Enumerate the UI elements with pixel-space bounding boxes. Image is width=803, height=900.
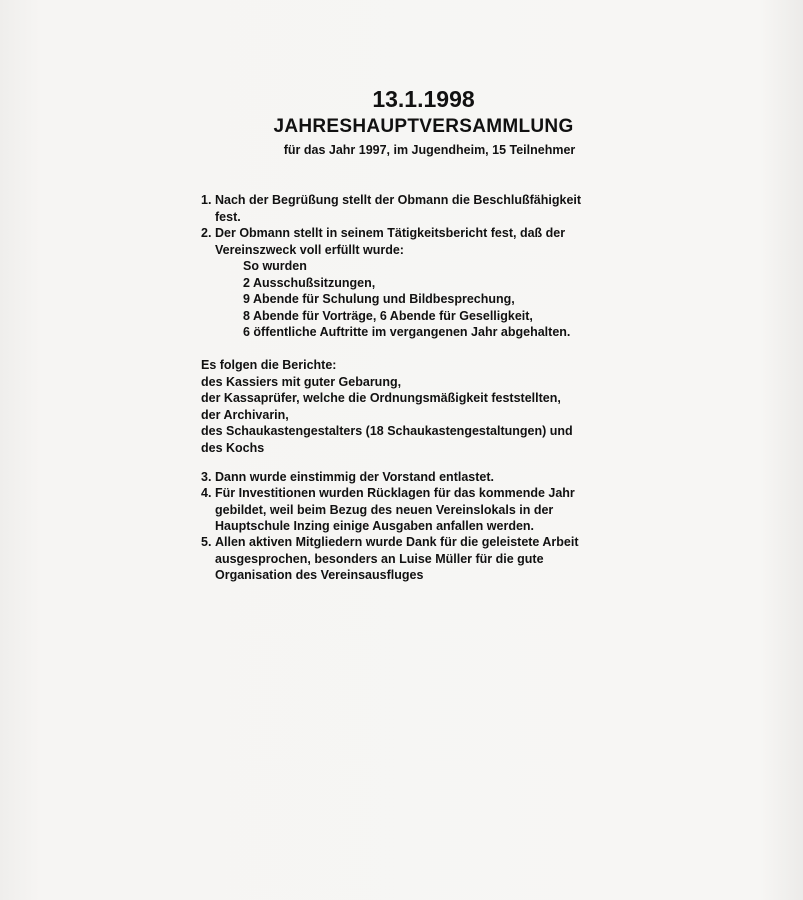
list-item-number: 5. xyxy=(201,535,212,549)
list-item-line: Hauptschule Inzing einige Ausgaben anfallen werden. xyxy=(215,519,535,533)
list-item-number: 4. xyxy=(201,486,212,500)
activity-line: 9 Abende für Schulung und Bildbesprechung, xyxy=(243,292,515,306)
list-item-line: Dann wurde einstimmig der Vorstand entlastet. xyxy=(215,470,494,484)
list-item-line: Allen aktiven Mitgliedern wurde Dank für die geleistete Arbeit xyxy=(215,535,579,549)
reports-line: der Archivarin, xyxy=(201,407,289,422)
list-item-line: Vereinszweck voll erfüllt wurde: xyxy=(215,242,404,257)
list-item-line: Organisation des Vereinsausfluges xyxy=(215,568,424,582)
list-item-1 xyxy=(201,192,641,225)
reports-line: der Kassaprüfer, welche die Ordnungsmäßigkeit feststellten, xyxy=(201,391,561,405)
reports-line: des Schaukastengestalters (18 Schaukastengestaltungen) und xyxy=(201,424,573,438)
list-item-5 xyxy=(201,534,641,584)
list-item-line: fest. xyxy=(215,209,241,224)
list-item-3 xyxy=(201,469,641,486)
list-item-4 xyxy=(201,485,641,535)
list-item-number: 3. xyxy=(201,470,212,484)
list-item-number: 1. xyxy=(201,193,212,207)
list-item-line: gebildet, weil beim Bezug des neuen Vereinslokals in der xyxy=(215,502,554,517)
list-item-line: Der Obmann stellt in seinem Tätigkeitsbericht fest, daß der xyxy=(215,226,566,240)
document-subtitle: für das Jahr 1997, im Jugendheim, 15 Teilnehmer xyxy=(283,143,576,157)
list-item-2 xyxy=(201,225,641,258)
reports-line: Es folgen die Berichte: xyxy=(201,358,337,372)
activity-line: 2 Ausschußsitzungen, xyxy=(243,275,376,290)
reports-paragraph xyxy=(201,357,641,456)
activity-line: 6 öffentliche Auftritte im vergangenen Jahr abgehalten. xyxy=(243,325,571,339)
list-item-line: ausgesprochen, besonders an Luise Müller für die gute xyxy=(215,551,544,566)
activity-line: So wurden xyxy=(243,259,307,273)
list-item-line: Nach der Begrüßung stellt der Obmann die Beschlußfähigkeit xyxy=(215,193,582,207)
document-date: 13.1.1998 xyxy=(372,86,475,112)
activity-list xyxy=(243,258,643,341)
reports-line: des Kochs xyxy=(201,440,265,455)
reports-line: des Kassiers mit guter Gebarung, xyxy=(201,374,402,389)
activity-line: 8 Abende für Vorträge, 6 Abende für Geselligkeit, xyxy=(243,308,533,323)
document-title: JAHRESHAUPTVERSAMMLUNG xyxy=(273,116,574,137)
list-item-number: 2. xyxy=(201,226,212,240)
list-item-line: Für Investitionen wurden Rücklagen für das kommende Jahr xyxy=(215,486,575,500)
